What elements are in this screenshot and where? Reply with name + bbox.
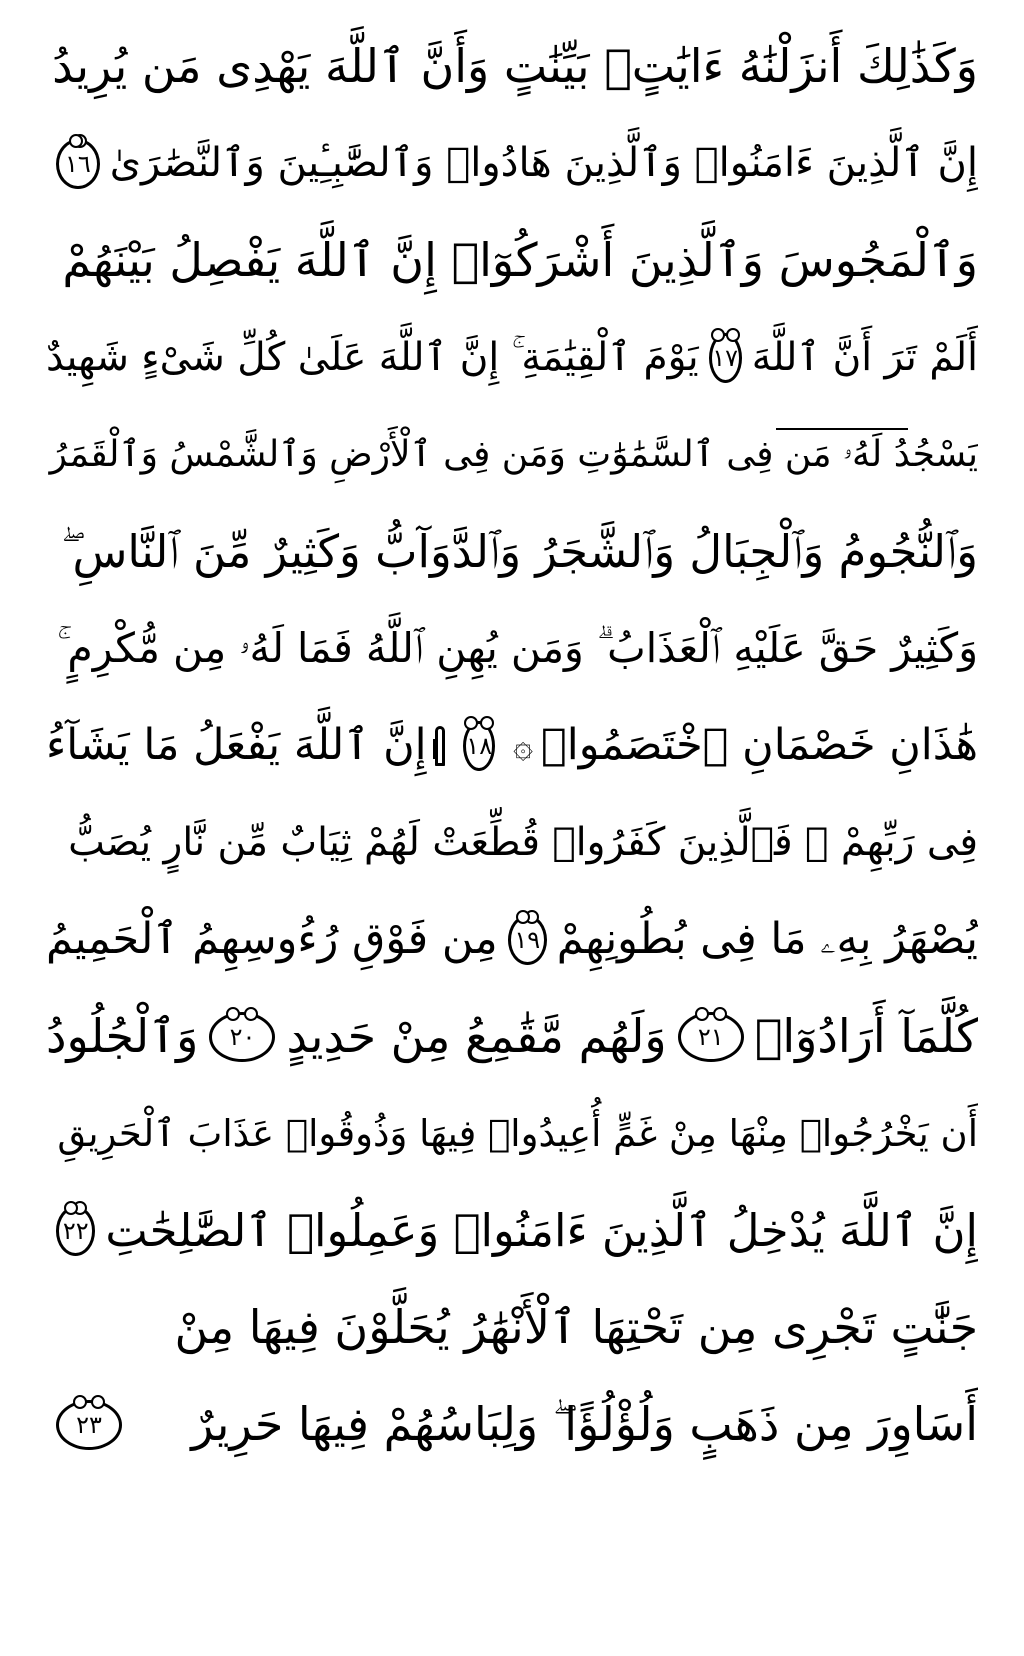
text-line (46, 309, 978, 406)
verse-text: أَسَاوِرَ مِن ذَهَبٍ وَلُؤْلُؤًا ۖ وَلِبَاسُهُمْ فِيهَا حَرِيرٌ (191, 1397, 978, 1451)
verse-text: إِنَّ ٱللَّهَ يَفْعَلُ مَا يَشَآءُ (46, 720, 427, 770)
verse-number-marker: ١٦ (56, 139, 100, 189)
verse-text: كُلَّمَآ أَرَادُوٓا۟ (754, 1009, 978, 1063)
text-line (46, 600, 978, 697)
verse-text: جَنَّٰتٍ تَجْرِى مِن تَحْتِهَا ٱلْأَنْهَٰرُ يُحَلَّوْنَ فِيهَا مِنْ (174, 1300, 978, 1354)
sajda-overline (776, 428, 908, 430)
text-line (46, 18, 978, 115)
verse-text: فِى رَبِّهِمْ ۖ فَٱلَّذِينَ كَفَرُوا۟ قُطِّعَتْ لَهُمْ ثِيَابٌ مِّن نَّارٍ يُصَبُّ (68, 820, 978, 865)
text-line (46, 988, 978, 1085)
rub-el-hizb-icon: ۞ (513, 725, 533, 766)
verse-text: أَلَمْ تَرَ أَنَّ ٱللَّهَ (751, 335, 978, 380)
verse-text: يَوْمَ ٱلْقِيَٰمَةِ ۚ إِنَّ ٱللَّهَ عَلَىٰ كُلِّ شَىْءٍ شَهِيدٌ (46, 335, 699, 380)
verse-number-marker: ١٨ (463, 721, 495, 771)
verse-text: وَٱلْمَجُوسَ وَٱلَّذِينَ أَشْرَكُوٓا۟ إِنَّ ٱللَّهَ يَفْصِلُ بَيْنَهُمْ (62, 233, 978, 287)
text-line (46, 1085, 978, 1182)
sajda-icon (435, 726, 446, 766)
verse-text: وَٱلنُّجُومُ وَٱلْجِبَالُ وَٱلشَّجَرُ وَٱلدَّوَآبُّ وَكَثِيرٌ مِّنَ ٱلنَّاسِ ۖ (61, 525, 978, 578)
text-line (46, 1376, 978, 1473)
verse-text: وَٱلْجُلُودُ (46, 1009, 199, 1063)
verse-text: وَلَهُم مَّقَٰمِعُ مِنْ حَدِيدٍ (286, 1009, 667, 1063)
verse-number-marker: ٢٢ (56, 1206, 95, 1256)
verse-number-marker: ١٧ (709, 333, 742, 383)
text-line (46, 697, 978, 794)
verse-text: إِنَّ ٱلَّذِينَ ءَامَنُوا۟ وَٱلَّذِينَ هَادُوا۟ وَٱلصَّٰبِـِٔينَ وَٱلنَّصَٰرَىٰ (109, 140, 978, 186)
text-line (46, 891, 978, 988)
verse-text: وَكَذَٰلِكَ أَنزَلْنَٰهُ ءَايَٰتٍۭ بَيِّنَٰتٍ وَأَنَّ ٱللَّهَ يَهْدِى مَن يُرِيدُ (52, 39, 978, 93)
verse-text: وَكَثِيرٌ حَقَّ عَلَيْهِ ٱلْعَذَابُ ۗ وَمَن يُهِنِ ٱللَّهُ فَمَا لَهُۥ مِن مُّكْرِمٍ ۚ (57, 624, 978, 672)
text-line (46, 115, 978, 212)
text-line (46, 406, 978, 503)
text-line (46, 1182, 978, 1279)
verse-number-marker: ٢١ (678, 1012, 744, 1062)
text-line (46, 794, 978, 891)
verse-text: أَن يَخْرُجُوا۟ مِنْهَا مِنْ غَمٍّ أُعِيدُوا۟ فِيهَا وَذُوقُوا۟ عَذَابَ ٱلْحَرِيقِ (57, 1112, 978, 1155)
verse-text: يُصْهَرُ بِهِۦ مَا فِى بُطُونِهِمْ (556, 914, 978, 964)
verse-text: هَٰذَانِ خَصْمَانِ ٱخْتَصَمُوا۟ (541, 720, 978, 770)
text-line (46, 503, 978, 600)
verse-text: يَسْجُدُ لَهُۥ مَن فِى ٱلسَّمَٰوَٰتِ وَمَن فِى ٱلْأَرْضِ وَٱلشَّمْسُ وَٱلْقَمَرُ (49, 434, 978, 475)
verse-number-marker: ١٩ (508, 915, 547, 965)
verse-number-marker: ٢٠ (209, 1012, 275, 1062)
verse-number-marker: ٢٣ (56, 1400, 122, 1450)
text-line (46, 212, 978, 309)
verse-text: إِنَّ ٱللَّهَ يُدْخِلُ ٱلَّذِينَ ءَامَنُوا۟ وَعَمِلُوا۟ ٱلصَّٰلِحَٰتِ (105, 1204, 978, 1257)
text-line (46, 1279, 978, 1376)
verse-text: مِن فَوْقِ رُءُوسِهِمُ ٱلْحَمِيمُ (46, 914, 498, 964)
